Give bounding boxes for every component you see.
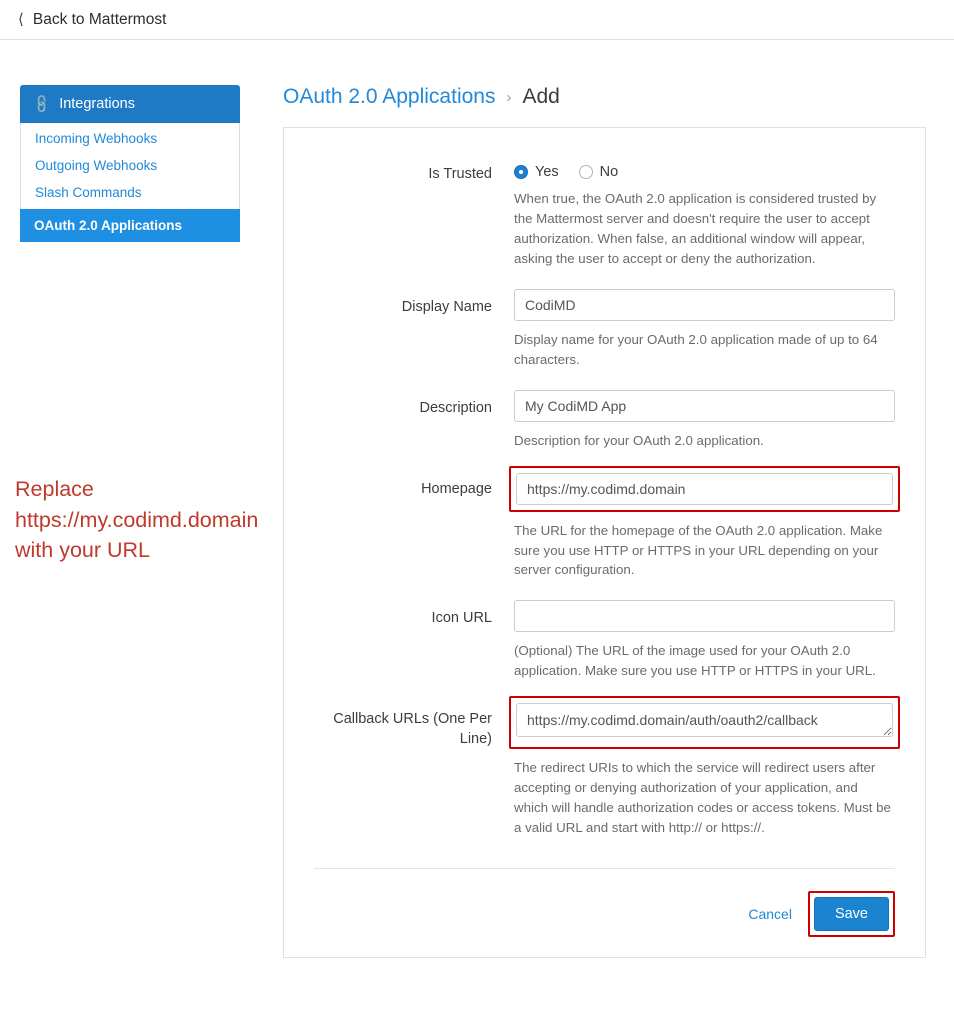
sidebar-header <box>20 85 240 123</box>
is-trusted-radio-group[interactable] <box>514 156 895 180</box>
field-row-icon-url <box>314 600 895 699</box>
link-icon: 🔗 <box>30 92 53 115</box>
radio-selected-icon[interactable] <box>514 165 528 179</box>
sidebar-item-oauth-applications[interactable]: OAuth 2.0 Applications <box>20 209 240 242</box>
oauth-application-form <box>283 127 926 958</box>
cancel-button[interactable]: Cancel <box>748 906 792 922</box>
display-name-label: Display Name <box>401 298 492 315</box>
icon-url-field <box>514 600 895 699</box>
description-input[interactable] <box>514 390 895 422</box>
field-row-display-name <box>314 289 895 388</box>
save-button[interactable]: Save <box>814 897 889 931</box>
save-highlight-box <box>808 891 895 937</box>
icon-url-label: Icon URL <box>431 610 492 627</box>
sidebar-item-outgoing-webhooks[interactable]: Outgoing Webhooks <box>35 158 158 173</box>
description-label: Description <box>419 399 492 416</box>
homepage-label: Homepage <box>421 480 492 497</box>
sidebar-item-incoming-webhooks[interactable]: Incoming Webhooks <box>35 131 158 146</box>
sidebar-header-label: Integrations <box>59 96 135 112</box>
chevron-left-icon: ⟨ <box>18 11 24 28</box>
breadcrumb <box>283 85 926 109</box>
homepage-highlight-box <box>509 466 900 512</box>
is-trusted-help: When true, the OAuth 2.0 application is considered trusted by the Mattermost server and doesn't require the user to accept authorization. When false, an additional window will appear, asking the user to accept or deny the authorization. <box>514 191 877 266</box>
back-to-mattermost-bar[interactable] <box>0 0 954 40</box>
main-column <box>240 85 954 958</box>
icon-url-input[interactable] <box>514 600 895 632</box>
callback-urls-label: Callback URLs (One Per Line) <box>333 711 492 747</box>
is-trusted-label: Is Trusted <box>428 166 492 182</box>
description-field <box>514 390 895 469</box>
callback-urls-help: The redirect URIs to which the service will redirect users after accepting or denying authorization of your application, and which will handle authorization codes or access tokens. Must be a valid URL and start with http:// or https://. <box>514 760 891 836</box>
breadcrumb-parent-link[interactable]: OAuth 2.0 Applications <box>283 85 496 108</box>
icon-url-help: (Optional) The URL of the image used for your OAuth 2.0 application. Make sure you use HTTP or HTTPS in your URL. <box>514 643 876 679</box>
field-row-callback-urls <box>314 701 895 856</box>
homepage-field <box>514 471 895 599</box>
field-row-description <box>314 390 895 469</box>
is-trusted-no-option[interactable] <box>579 164 619 180</box>
back-to-mattermost-label: Back to Mattermost <box>32 10 167 28</box>
callback-urls-textarea[interactable] <box>516 703 893 737</box>
display-name-field <box>514 289 895 388</box>
field-row-homepage <box>314 471 895 599</box>
chevron-right-icon: › <box>506 88 512 106</box>
radio-unselected-icon[interactable] <box>579 165 593 179</box>
homepage-input[interactable] <box>516 473 893 505</box>
callback-urls-highlight-box <box>509 696 900 749</box>
is-trusted-yes-option[interactable] <box>514 164 559 180</box>
is-trusted-yes-label: Yes <box>535 164 559 180</box>
homepage-help: The URL for the homepage of the OAuth 2.0 application. Make sure you use HTTP or HTTPS in your URL depending on your server configuration. <box>514 522 883 578</box>
form-footer <box>314 869 895 937</box>
breadcrumb-current: Add <box>522 85 560 108</box>
annotation-text: Replace https://my.codimd.domain with your URL <box>15 477 259 563</box>
field-row-is-trusted <box>314 156 895 287</box>
display-name-help: Display name for your OAuth 2.0 application made of up to 64 characters. <box>514 331 878 367</box>
is-trusted-no-label: No <box>599 164 619 180</box>
callback-urls-field <box>514 701 895 856</box>
display-name-input[interactable] <box>514 289 895 321</box>
is-trusted-field <box>514 156 895 287</box>
sidebar-list <box>20 123 240 242</box>
description-help: Description for your OAuth 2.0 application. <box>514 432 764 448</box>
sidebar-item-slash-commands[interactable]: Slash Commands <box>35 185 142 200</box>
